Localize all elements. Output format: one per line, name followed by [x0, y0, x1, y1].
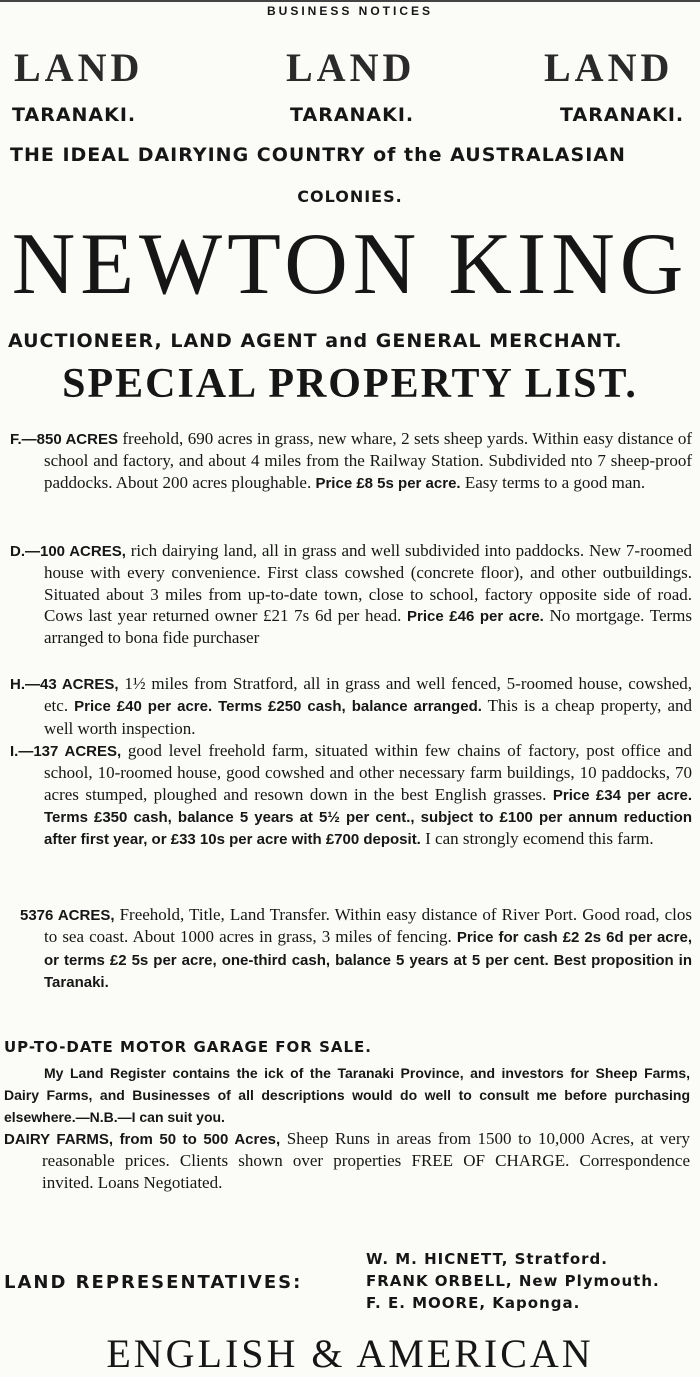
listing-text-2: This is a cheap property, and well worth inspection.: [44, 696, 692, 738]
listing-text-2: Easy terms to a good man.: [460, 472, 646, 492]
region-word-2: TARANAKI.: [290, 104, 415, 126]
representative: FRANK ORBELL, New Plymouth.: [366, 1272, 660, 1290]
representative: W. M. HICNETT, Stratford.: [366, 1250, 608, 1268]
free-of-charge: FREE OF CHARGE.: [411, 1151, 570, 1171]
region-word-3: TARANAKI.: [560, 104, 685, 126]
listing-text: Freehold, Title, Land Transfer. Within easy distance of River Port. Good road, clos to sea coast. About 1000 acres in grass, 3 miles of fencing.: [44, 905, 692, 947]
listing-prefix: H.—43 ACRES,: [10, 676, 119, 693]
list-title: SPECIAL PROPERTY LIST.: [62, 361, 638, 407]
listing-prefix: I.—137 ACRES,: [10, 743, 122, 760]
listing-text: freehold, 690 acres in grass, new whare, 2 sets sheep yards. Within easy distance of school and factory, and about 4 miles from the Railway Station. Subdivided nto 7 sheep-proof paddocks. About 200 acres ploughable.: [44, 429, 693, 492]
garage-notice: UP-TO-DATE MOTOR GARAGE FOR SALE.: [4, 1038, 372, 1056]
land-word-3: LAND: [544, 45, 674, 90]
listing-price: Price £8 5s per acre.: [315, 474, 461, 492]
region-word-1: TARANAKI.: [12, 104, 137, 126]
business-role: AUCTIONEER, LAND AGENT and GENERAL MERCHANT.: [8, 330, 623, 352]
listing-text: rich dairying land, all in grass and well subdivided into paddocks. New 7-roomed house with every convenience. First class cowshed (concrete floor), and other outbuildings. Situated about 3 miles from up-to-date town, close to school, factory opposite side of road. Cows last year returned owner £21 7s 6d per head.: [44, 541, 692, 625]
land-register-notice: My Land Register contains the ick of the Taranaki Province, and investors for Sheep Farms, Dairy Farms, and Businesses of all descriptions would do well to consult me before purchasing elsewhere.—N.B.—I can suit you.: [4, 1065, 690, 1125]
section-header: BUSINESS NOTICES: [266, 4, 434, 18]
listing-prefix: 5376 ACRES,: [20, 907, 115, 924]
listing: [10, 540, 692, 648]
listing-price: Price £46 per acre.: [407, 607, 544, 625]
listing-text-2: No mortgage. Terms arranged to bona fide purchaser: [44, 605, 692, 648]
footer-heading: ENGLISH & AMERICAN: [106, 1331, 594, 1376]
dairy-farms-notice: [4, 1128, 690, 1193]
tagline: THE IDEAL DAIRYING COUNTRY of the AUSTRALASIAN: [10, 144, 626, 166]
dairy-farms-text: Sheep Runs in areas from 1500 to 10,000 Acres, at very reasonable prices. Clients shown over properties: [42, 1129, 690, 1171]
listing: [10, 673, 692, 739]
listing-price: Price £40 per acre. Terms £250 cash, balance arranged.: [74, 698, 482, 716]
listing-price: Price £34 per acre. Terms £350 cash, balance 5 years at 5½ per cent., subject to £100 per annum reduction after first year, or £33 10s per acre with £700 deposit.: [44, 786, 692, 849]
listing-prefix: F.—850 ACRES: [10, 431, 118, 448]
top-rule: [0, 0, 700, 2]
listing-text-2: I can strongly ecomend this farm.: [420, 829, 654, 849]
representative: F. E. MOORE, Kaponga.: [366, 1294, 581, 1312]
representatives-label: LAND REPRESENTATIVES:: [4, 1272, 303, 1293]
land-word-2: LAND: [286, 45, 416, 90]
listing-text: good level freehold farm, situated within few chains of factory, post office and school, 10-roomed house, good cowshed and other necessary farm buildings, 10 paddocks, 70 acres stumped, ploughed and resown down in the best English grasses.: [44, 741, 693, 804]
listing-text: 1½ miles from Stratford, all in grass and well fenced, 5-roomed house, cowshed, etc.: [44, 674, 692, 716]
business-name: NEWTON KING: [11, 216, 689, 313]
listing: [20, 904, 692, 993]
land-word-1: LAND: [14, 45, 144, 90]
dairy-farms-heading: DAIRY FARMS, from 50 to 500 Acres,: [4, 1131, 281, 1148]
listing-prefix: D.—100 ACRES,: [10, 543, 126, 560]
tagline-continued: COLONIES.: [297, 187, 403, 206]
dairy-farms-text-2: Correspondence invited. Loans Negotiated.: [42, 1151, 690, 1192]
listing: [10, 740, 692, 850]
listing-price: Price for cash £2 2s 6d per acre, or terms £2 5s per acre, one-third cash, balance 5 years at 5 per cent. Best proposition in Taranaki.: [44, 929, 692, 991]
listing: [10, 428, 692, 494]
